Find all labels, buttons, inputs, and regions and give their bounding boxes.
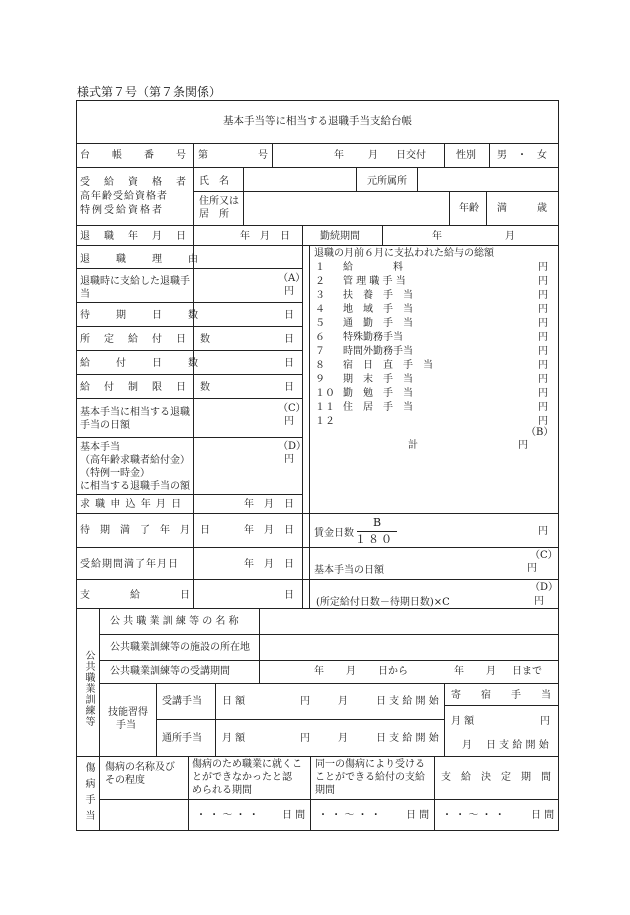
- retire-date-label: 退 職 年 月 日: [80, 231, 188, 242]
- salary-item-label: 住 居 手 当: [343, 402, 413, 413]
- waiting-end-date-label: 待 期 満 了 年 月 日: [80, 525, 210, 536]
- issued-year: 年: [334, 150, 344, 161]
- rule: [302, 245, 303, 608]
- day-unit: 日: [284, 590, 294, 601]
- rule: [76, 608, 559, 609]
- fraction-numerator: B: [372, 516, 382, 529]
- rule: [76, 326, 302, 327]
- ledger-number-label: 台 帳 番 号: [80, 150, 192, 161]
- salary-item-no: ４: [315, 304, 325, 315]
- rule: [193, 143, 194, 167]
- yen-unit: 円: [538, 262, 548, 273]
- salary-item-label: 特殊勤務手当: [343, 332, 403, 343]
- rule: [243, 167, 244, 225]
- rule: [193, 191, 559, 192]
- service-period-label: 勤続期間: [320, 231, 360, 242]
- yen-unit: 円: [538, 360, 548, 371]
- previous-org-label: 元所属所: [367, 176, 407, 187]
- form-title: 基本手当等に相当する退職手当支給台帳: [223, 115, 412, 127]
- rule: [156, 719, 444, 720]
- injury-name-label-1: 傷病の名称及び: [105, 762, 175, 773]
- training-side-label: 公共職業訓練等: [83, 650, 94, 727]
- decision-period-label: 支 給 決 定 期 間: [441, 772, 551, 783]
- rule: [444, 683, 445, 756]
- salary-item-no: ９: [315, 374, 325, 385]
- yen-unit: 円: [538, 416, 548, 427]
- until-day: 日まで: [512, 666, 542, 677]
- commute-start-label: 日 支 給 開 始: [376, 733, 439, 744]
- retire-date-ymd: 年 月 日: [240, 231, 290, 242]
- salary-item-label: 宿 日 直 手 当: [343, 360, 433, 371]
- mark-d: （D）: [530, 582, 559, 593]
- lodging-monthly-label: 月 額: [451, 716, 475, 727]
- service-year: 年: [432, 231, 442, 242]
- yen-unit: 円: [518, 440, 528, 451]
- basic-allowance-label-4: に相当する退職手当の額: [80, 481, 190, 492]
- form-number-label: 様式第７号（第７条関係）: [77, 85, 222, 99]
- unable-period-days: 日 間: [282, 810, 306, 821]
- rule: [99, 634, 559, 635]
- yen-unit: 円: [284, 454, 294, 465]
- yen-unit: 円: [538, 346, 548, 357]
- salary-item-no: ６: [315, 332, 325, 343]
- rule: [76, 167, 559, 168]
- benefit-period-label-1: 同一の傷病により受ける: [315, 759, 425, 770]
- salary-item-no: ３: [315, 290, 325, 301]
- salary-item-no: １０: [315, 388, 335, 399]
- skill-allowance-label-2: 手当: [116, 720, 136, 731]
- salary-item-no: ２: [315, 276, 325, 287]
- basic-allowance-label-3: （特例一時金）: [80, 468, 150, 479]
- rule: [76, 302, 302, 303]
- benefit-period-label-3: 期間: [315, 785, 335, 796]
- job-application-date-label: 求 職 申 込 年 月 日: [80, 499, 183, 510]
- benefit-days-label: 給 付 日 数: [80, 358, 200, 369]
- skill-allowance-label-1: 技能習得: [108, 707, 148, 718]
- age-label: 年齢: [459, 203, 479, 214]
- yen-unit: 円: [538, 304, 548, 315]
- rule: [99, 756, 100, 831]
- training-name-label: 公 共 職 業 訓 練 等 の 名 称: [110, 616, 239, 627]
- attendance-allowance-label: 受講手当: [162, 696, 202, 707]
- rule: [434, 756, 435, 831]
- rule: [76, 245, 559, 246]
- rule: [76, 494, 302, 495]
- mark-c: （C）: [530, 550, 558, 561]
- mark-a: （A）: [278, 273, 306, 284]
- rule: [99, 799, 559, 800]
- ledger-no-prefix: 第: [198, 150, 208, 161]
- waiting-end-ymd: 年 月 日: [244, 525, 294, 536]
- yen-unit: 円: [300, 696, 310, 707]
- payment-day-label: 支 給 日: [80, 590, 190, 601]
- rule: [382, 225, 383, 245]
- day-unit: 日: [284, 382, 294, 393]
- mark-b: （B）: [526, 427, 554, 438]
- from-year: 年: [314, 666, 324, 677]
- issued-day: 日交付: [396, 150, 426, 161]
- rule: [193, 225, 194, 245]
- rule: [76, 225, 559, 226]
- unable-period-label-1: 傷病のため職業に就くこ: [192, 759, 302, 770]
- training-period-label: 公共職業訓練等の受講期間: [110, 666, 230, 677]
- lodging-allowance-label: 寄 宿 手 当: [451, 690, 551, 701]
- rule: [309, 245, 310, 608]
- injury-name-label-2: その程度: [105, 775, 145, 786]
- salary-item-no: ５: [315, 318, 325, 329]
- lodging-start-month: 月: [462, 740, 472, 751]
- attend-start-label: 日 支 給 開 始: [376, 696, 439, 707]
- job-application-ymd: 年 月 日: [244, 499, 294, 510]
- rule: [486, 191, 487, 225]
- yen-unit: 円: [538, 276, 548, 287]
- paid-allowance-label-1: 退職時に支給した退職手: [80, 276, 190, 287]
- gender-label: 性別: [456, 150, 476, 161]
- rule: [449, 191, 450, 225]
- salary-item-label: 給 料: [343, 262, 403, 273]
- rule: [99, 608, 100, 756]
- salary-item-label: 期 末 手 当: [343, 374, 413, 385]
- yen-unit: 円: [527, 563, 537, 574]
- decision-period-days: 日 間: [531, 810, 555, 821]
- unable-period-label-3: められる期間: [192, 785, 252, 796]
- yen-unit: 円: [534, 596, 544, 607]
- yen-unit: 円: [538, 388, 548, 399]
- salary-item-label: 扶 養 手 当: [343, 290, 413, 301]
- day-unit: 日: [284, 358, 294, 369]
- salary-item-no: １: [315, 262, 325, 273]
- rule: [259, 608, 260, 683]
- unable-period-label-2: とができなかったと認: [192, 772, 292, 783]
- salary-item-label: 地 域 手 当: [343, 304, 413, 315]
- yen-unit: 円: [284, 416, 294, 427]
- yen-unit: 円: [538, 290, 548, 301]
- rule: [76, 513, 559, 514]
- yen-unit: 円: [538, 332, 548, 343]
- rule: [302, 225, 303, 245]
- yen-unit: 円: [538, 402, 548, 413]
- daily-amount-label: 日 額: [222, 696, 246, 707]
- yen-unit: 円: [284, 286, 294, 297]
- rule: [76, 437, 302, 438]
- recipient-type-3: 特例受給資格者: [80, 205, 164, 216]
- rule: [310, 756, 311, 831]
- prescribed-days-label: 所 定 給 付 日 数: [80, 334, 212, 345]
- decision-period-range: ・ ・ 〜 ・ ・: [442, 810, 505, 821]
- daily-amount-label-1: 基本手当に相当する退職: [80, 407, 190, 418]
- benefit-period-days: 日 間: [406, 810, 430, 821]
- formula-label: (所定給付日数－待期日数)×C: [316, 597, 450, 608]
- yen-unit: 円: [538, 318, 548, 329]
- daily-amount-label-2: 手当の日額: [80, 420, 130, 431]
- rule: [193, 245, 194, 608]
- recipient-type-1: 受 給 資 格 者: [80, 177, 188, 188]
- yen-unit: 円: [538, 374, 548, 385]
- salary-item-no: １１: [315, 402, 335, 413]
- day-unit: 日: [284, 310, 294, 321]
- salary-item-label: 時間外勤務手当: [343, 346, 413, 357]
- attend-start-month: 月: [338, 696, 348, 707]
- rule: [76, 268, 302, 269]
- address-label-1: 住所又は: [199, 196, 239, 207]
- rule: [99, 683, 559, 684]
- retire-reason-label: 退 職 理 由: [80, 254, 200, 265]
- rule: [417, 167, 418, 191]
- mark-d: （D）: [278, 441, 307, 452]
- yen-unit: 円: [538, 526, 548, 537]
- commute-start-month: 月: [338, 733, 348, 744]
- from-month: 月: [346, 666, 356, 677]
- rule: [444, 143, 445, 167]
- salary-item-no: ７: [315, 346, 325, 357]
- rule: [272, 143, 273, 167]
- lodging-start-label: 日 支 給 開 始: [486, 740, 549, 751]
- salary-item-label: 勤 勉 手 当: [343, 388, 413, 399]
- salary-item-label: 通 勤 手 当: [343, 318, 413, 329]
- salary-item-label: 管 理 職 手 当: [343, 276, 406, 287]
- monthly-amount-label: 月 額: [222, 733, 246, 744]
- salary-item-no: ８: [315, 360, 325, 371]
- rule: [76, 143, 559, 144]
- gender-options: 男 ・ 女: [497, 150, 547, 161]
- basic-allowance-label-2: （高年齢求職者給付金）: [80, 455, 190, 466]
- until-year: 年: [454, 666, 464, 677]
- rule: [76, 756, 559, 757]
- yen-unit: 円: [540, 716, 550, 727]
- paid-allowance-label-2: 当: [80, 289, 90, 300]
- rule: [356, 167, 357, 191]
- recipient-type-2: 高年齢受給資格者: [80, 191, 168, 202]
- mark-c: （C）: [278, 403, 306, 414]
- salary-heading: 退職の月前６月に支払われた給与の総額: [314, 248, 494, 259]
- rule: [99, 660, 559, 661]
- salary-item-no: １２: [315, 416, 335, 427]
- day-unit: 日: [284, 334, 294, 345]
- commute-allowance-label: 通所手当: [162, 733, 202, 744]
- rule: [76, 374, 302, 375]
- basic-allowance-label-1: 基本手当: [80, 442, 120, 453]
- wage-days-label: 賃金日数: [314, 528, 354, 539]
- rule: [193, 167, 194, 225]
- rule: [76, 398, 302, 399]
- rule: [76, 547, 559, 548]
- issued-month: 月: [368, 150, 378, 161]
- daily-amount-calc-label: 基本手当の日額: [314, 565, 384, 576]
- rule: [489, 143, 490, 167]
- rule: [76, 579, 559, 580]
- salary-total-label: 計: [408, 440, 418, 451]
- name-label: 氏 名: [199, 176, 229, 187]
- limit-days-label: 給 付 制 限 日 数: [80, 382, 212, 393]
- address-label-2: 居 所: [199, 209, 229, 220]
- unable-period-range: ・ ・ 〜 ・ ・: [196, 810, 259, 821]
- benefit-period-range: ・ ・ 〜 ・ ・: [318, 810, 381, 821]
- rule: [188, 756, 189, 831]
- fraction-denominator: １８０: [355, 533, 394, 546]
- from-day: 日から: [378, 666, 408, 677]
- rule: [444, 705, 559, 706]
- yen-unit: 円: [300, 733, 310, 744]
- training-location-label: 公共職業訓練等の施設の所在地: [110, 642, 250, 653]
- service-month: 月: [505, 231, 515, 242]
- injury-side-label: 傷病手当: [83, 762, 94, 826]
- benefit-period-label-2: ことができる給付の支給: [315, 772, 425, 783]
- period-end-date-label: 受給期間満了年月日: [80, 559, 179, 570]
- period-end-ymd: 年 月 日: [244, 559, 294, 570]
- age-unit: 満 歳: [497, 203, 547, 214]
- until-month: 月: [486, 666, 496, 677]
- ledger-no-suffix: 号: [258, 150, 268, 161]
- rule: [76, 350, 302, 351]
- waiting-days-label: 待 期 日 数: [80, 310, 200, 321]
- fraction-bar: [357, 531, 397, 532]
